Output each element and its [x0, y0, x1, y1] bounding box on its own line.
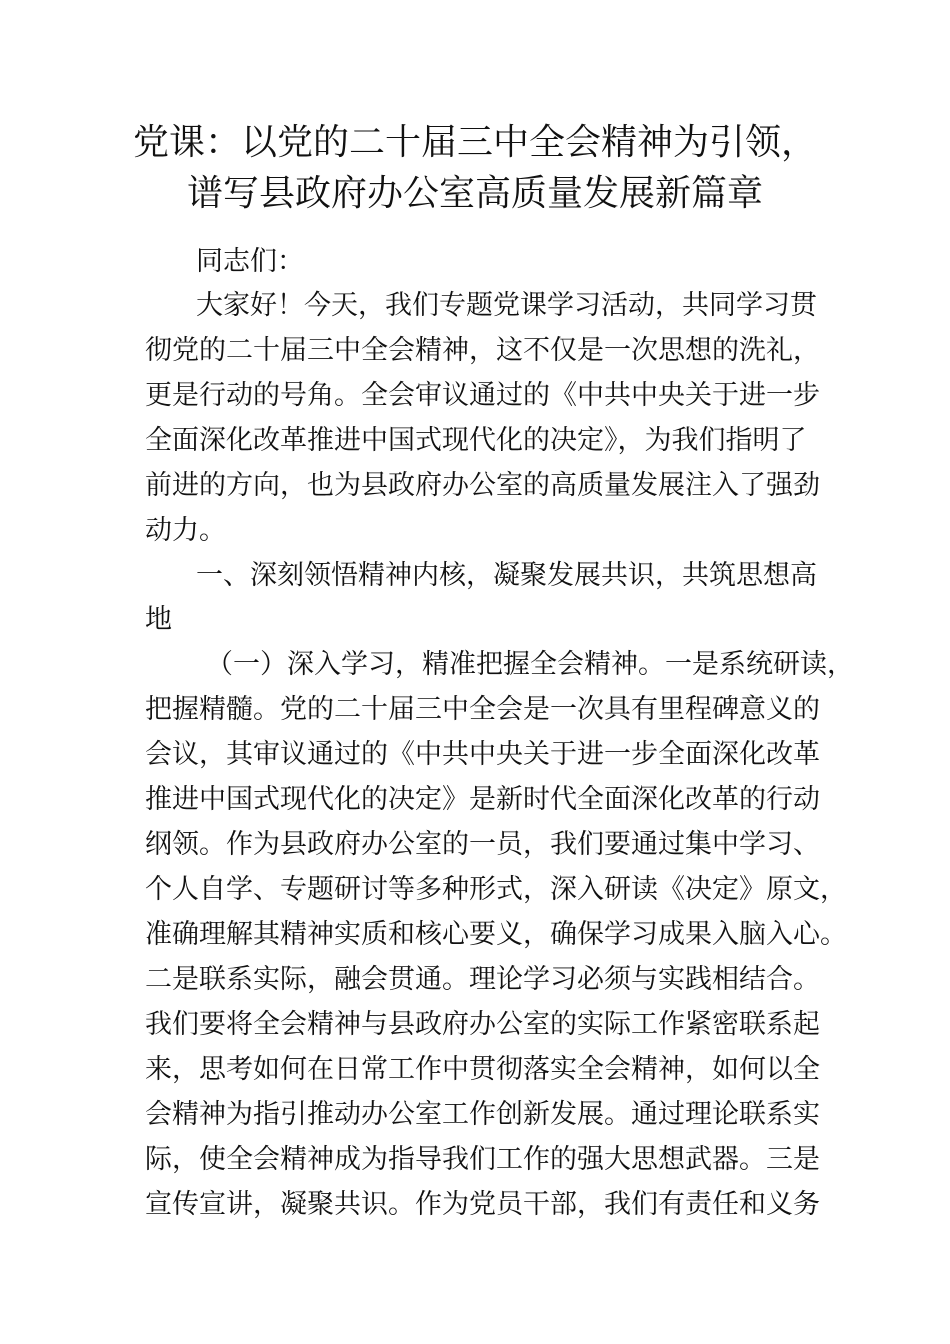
document-title-line-1: 党课：以党的二十届三中全会精神为引领，	[132, 122, 817, 163]
paragraph-line: 我们要将全会精神与县政府办公室的实际工作紧密联系起	[145, 1009, 820, 1040]
paragraph-line: 推进中国式现代化的决定》是新时代全面深化改革的行动	[145, 784, 820, 815]
paragraph-line: 纲领。作为县政府办公室的一员，我们要通过集中学习、	[145, 829, 820, 860]
paragraph-line: 会议，其审议通过的《中共中央关于进一步全面深化改革	[145, 739, 820, 770]
paragraph-line: 动力。	[145, 515, 226, 546]
paragraph-line: 宣传宣讲，凝聚共识。作为党员干部，我们有责任和义务	[145, 1189, 820, 1220]
paragraph-line: 把握精髓。党的二十届三中全会是一次具有里程碑意义的	[145, 694, 820, 725]
paragraph-line: （一）深入学习，精准把握全会精神。一是系统研读，	[206, 649, 854, 680]
salutation: 同志们：	[196, 246, 304, 277]
section-heading-line: 一、深刻领悟精神内核，凝聚发展共识，共筑思想高	[196, 560, 817, 591]
document-title-line-2: 谱写县政府办公室高质量发展新篇章	[186, 173, 763, 214]
paragraph-line: 二是联系实际，融会贯通。理论学习必须与实践相结合。	[145, 964, 820, 995]
paragraph-line: 大家好！今天，我们专题党课学习活动，共同学习贯	[196, 290, 817, 321]
paragraph-line: 个人自学、专题研讨等多种形式，深入研读《决定》原文，	[145, 874, 847, 905]
paragraph-line: 前进的方向，也为县政府办公室的高质量发展注入了强劲	[145, 470, 820, 501]
paragraph-line: 来，思考如何在日常工作中贯彻落实全会精神，如何以全	[145, 1054, 820, 1085]
paragraph-line: 际，使全会精神成为指导我们工作的强大思想武器。三是	[145, 1144, 820, 1175]
paragraph-line: 准确理解其精神实质和核心要义，确保学习成果入脑入心。	[145, 919, 847, 950]
paragraph-line: 会精神为指引推动办公室工作创新发展。通过理论联系实	[145, 1099, 820, 1130]
paragraph-line: 更是行动的号角。全会审议通过的《中共中央关于进一步	[145, 380, 820, 411]
paragraph-line: 全面深化改革推进中国式现代化的决定》，为我们指明了	[145, 425, 807, 456]
section-heading-line: 地	[145, 604, 172, 635]
paragraph-line: 彻党的二十届三中全会精神，这不仅是一次思想的洗礼，	[145, 335, 820, 366]
